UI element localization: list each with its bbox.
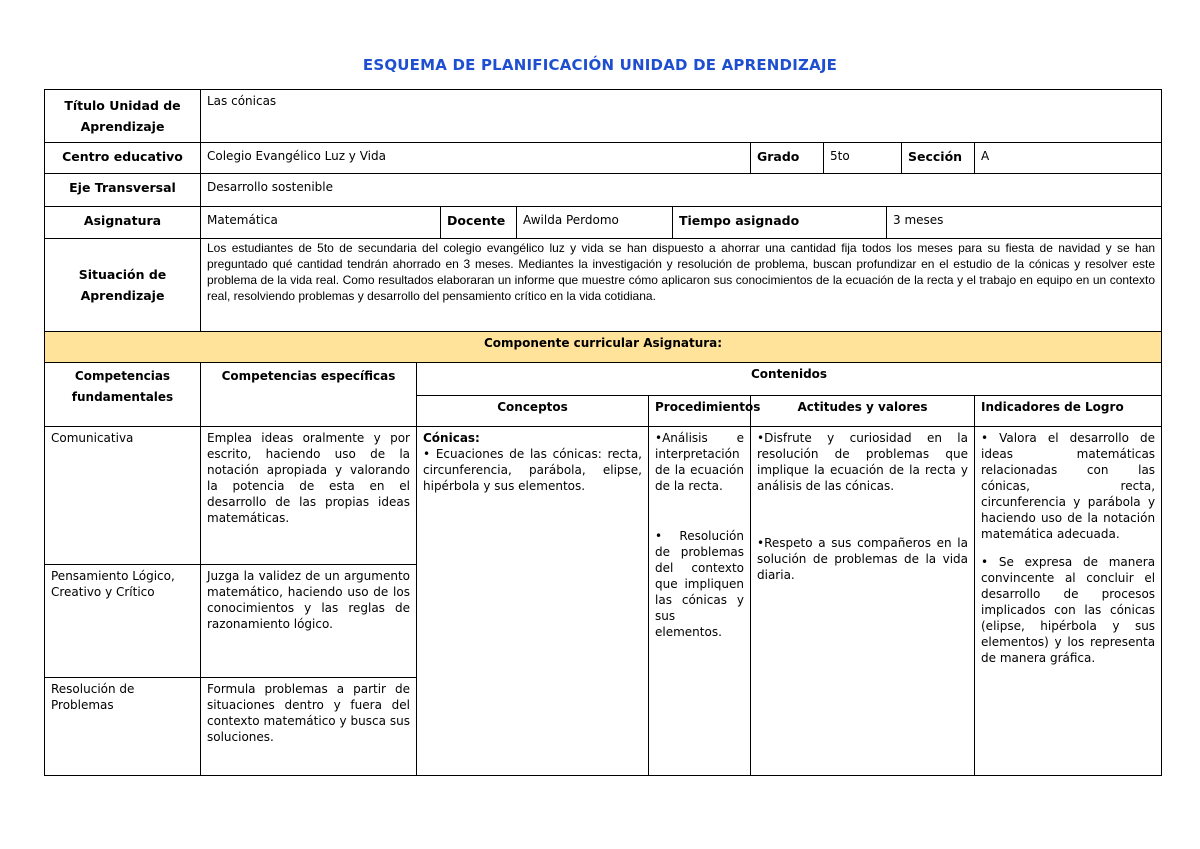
eje-value: Desarrollo sostenible [201,174,1162,207]
tiempo-value: 3 meses [887,207,1162,239]
centro-value: Colegio Evangélico Luz y Vida [201,143,751,174]
asignatura-label: Asignatura [45,207,201,239]
conceptos-item: • Ecuaciones de las cónicas: recta, circunferencia, parábola, elipse, hipérbola y sus elementos. [423,447,642,493]
seccion-value: A [975,143,1162,174]
eje-label: Eje Transversal [45,174,201,207]
competencia-especifica-3: Formula problemas a partir de situaciones dentro y fuera del contexto matemático y busca sus soluciones. [201,678,417,776]
tiempo-label: Tiempo asignado [673,207,887,239]
titulo-label: Título Unidad de Aprendizaje [45,90,201,143]
indicadores-cell [975,427,1162,776]
grado-value: 5to [824,143,902,174]
indicadores-item-1: • Valora el desarrollo de ideas matemáticas relacionadas con las cónicas, recta, circunferencia y parábola y haciendo uso de la notación matemática adecuada. [981,431,1156,541]
actitudes-item-2: •Respeto a sus compañeros en la solución de problemas de la vida diaria. [757,536,968,582]
page-title: ESQUEMA DE PLANIFICACIÓN UNIDAD DE APRENDIZAJE [362,56,838,74]
competencia-fundamental-2: Pensamiento Lógico, Creativo y Crítico [45,565,201,678]
centro-label: Centro educativo [45,143,201,174]
grado-label: Grado [751,143,824,174]
situacion-label: Situación de Aprendizaje [45,239,201,332]
conceptos-heading: Cónicas: [423,431,480,445]
col-conceptos: Conceptos [417,396,649,427]
competencia-especifica-1: Emplea ideas oralmente y por escrito, haciendo uso de la notación apropiada y valorando la potencia de esta en el desarrollo de las propias ideas matemáticas. [201,427,417,565]
docente-value: Awilda Perdomo [517,207,673,239]
col-procedimientos: Procedimientos [649,396,751,427]
procedimientos-item-2: • Resolución de problemas del contexto que impliquen las cónicas y sus elementos. [655,529,744,639]
titulo-value: Las cónicas [201,90,1162,143]
seccion-label: Sección [902,143,975,174]
col-actitudes: Actitudes y valores [751,396,975,427]
competencia-fundamental-3: Resolución de Problemas [45,678,201,776]
indicadores-item-2: • Se expresa de manera convincente al concluir el desarrollo de procesos implicados con las cónicas (elipse, hipérbola y sus elementos) y los representa de manera gráfica. [981,555,1156,665]
componente-title: Componente curricular Asignatura: [45,332,1162,363]
procedimientos-cell [649,427,751,776]
col-especificas: Competencias específicas [201,363,417,427]
col-fundamentales: Competencias fundamentales [45,363,201,427]
competencia-fundamental-1: Comunicativa [45,427,201,565]
planning-table [44,89,1162,776]
situacion-value: Los estudiantes de 5to de secundaria del colegio evangélico luz y vida se han dispuesto a ahorrar una cantidad fija todos los meses para su fiesta de navidad y se han preguntado qué cantidad tendrán ahorrado en 3 meses. Mediantes la investigación y resolución de problema, buscan profundizar en el estudio de la cónicas y resolver este problema de la vida real. Como resultados elaboraran un informe que muestre cómo aplicaron sus conocimientos de la ecuación de la recta y el trabajo en equipo en un contexto real, resolviendo problemas y desarrollo del pensamiento crítico en la vida cotidiana. [201,239,1162,332]
docente-label: Docente [441,207,517,239]
actitudes-item-1: •Disfrute y curiosidad en la resolución de problemas que implique la ecuación de la recta y análisis de las cónicas. [757,431,968,493]
asignatura-value: Matemática [201,207,441,239]
col-indicadores: Indicadores de Logro [975,396,1162,427]
conceptos-cell [417,427,649,776]
col-contenidos: Contenidos [417,363,1162,396]
actitudes-cell [751,427,975,776]
procedimientos-item-1: •Análisis e interpretación de la ecuación de la recta. [655,431,744,493]
competencia-especifica-2: Juzga la validez de un argumento matemático, haciendo uso de los conocimientos y las reglas de razonamiento lógico. [201,565,417,678]
